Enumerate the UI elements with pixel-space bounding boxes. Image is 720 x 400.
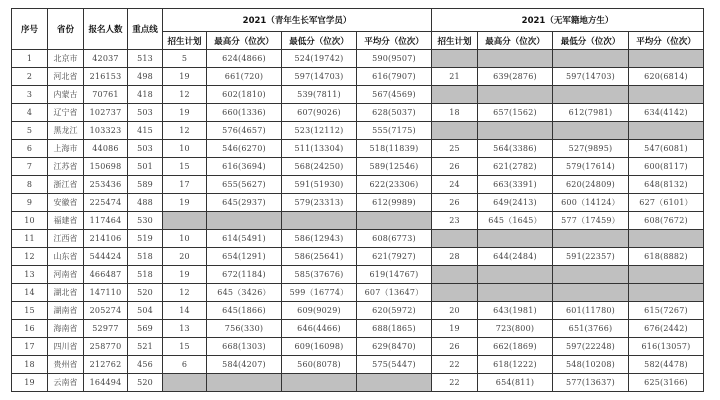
cell-g2-max: 657(1562) — [478, 104, 553, 122]
cell-key-line: 415 — [128, 122, 163, 140]
cell-g1-plan: 10 — [163, 140, 207, 158]
cell-g2-min-empty — [553, 266, 629, 284]
cell-g1-plan: 19 — [163, 68, 207, 86]
cell-g1-max: 672(1184) — [207, 266, 282, 284]
cell-index: 15 — [12, 302, 48, 320]
cell-g2-max: 643(1981) — [478, 302, 553, 320]
cell-g2-avg: 620(6814) — [629, 68, 704, 86]
cell-g1-min-empty — [282, 212, 357, 230]
header-g1-max: 最高分（位次） — [207, 32, 282, 50]
cell-index: 18 — [12, 356, 48, 374]
cell-g1-max: 614(5491) — [207, 230, 282, 248]
table-row — [12, 266, 704, 284]
cell-key-line: 418 — [128, 86, 163, 104]
cell-key-line: 589 — [128, 176, 163, 194]
cell-index: 10 — [12, 212, 48, 230]
cell-g2-plan: 26 — [432, 158, 478, 176]
table-row — [12, 50, 704, 68]
cell-g2-min-empty — [553, 230, 629, 248]
table-row — [12, 68, 704, 86]
cell-applicants: 103323 — [84, 122, 128, 140]
cell-g1-max: 584(4207) — [207, 356, 282, 374]
cell-applicants: 150698 — [84, 158, 128, 176]
cell-key-line: 503 — [128, 140, 163, 158]
cell-key-line: 501 — [128, 158, 163, 176]
cell-g2-min-empty — [553, 284, 629, 302]
table-row — [12, 356, 704, 374]
cell-g2-max-empty — [478, 266, 553, 284]
cell-g2-avg-empty — [629, 266, 704, 284]
cell-province: 福建省 — [48, 212, 84, 230]
cell-g2-plan-empty — [432, 284, 478, 302]
cell-index: 6 — [12, 140, 48, 158]
cell-province: 贵州省 — [48, 356, 84, 374]
header-g2-max: 最高分（位次） — [478, 32, 553, 50]
cell-g2-avg: 634(4142) — [629, 104, 704, 122]
cell-g1-min: 597(14703) — [282, 68, 357, 86]
cell-g2-min: 548(10208) — [553, 356, 629, 374]
cell-g1-avg: 688(1865) — [357, 320, 432, 338]
cell-g1-max: 655(5627) — [207, 176, 282, 194]
cell-g2-min: 577(13637) — [553, 374, 629, 392]
cell-index: 5 — [12, 122, 48, 140]
cell-g1-max: 576(4657) — [207, 122, 282, 140]
cell-key-line: 513 — [128, 50, 163, 68]
table-row — [12, 122, 704, 140]
cell-g1-plan: 12 — [163, 86, 207, 104]
cell-g2-plan: 21 — [432, 68, 478, 86]
cell-province: 湖北省 — [48, 284, 84, 302]
table-row — [12, 194, 704, 212]
cell-g2-plan: 26 — [432, 338, 478, 356]
cell-index: 1 — [12, 50, 48, 68]
cell-g1-min: 609(9029) — [282, 302, 357, 320]
cell-g1-avg: 608(6773) — [357, 230, 432, 248]
cell-index: 17 — [12, 338, 48, 356]
cell-key-line: 518 — [128, 266, 163, 284]
cell-g1-avg-empty — [357, 374, 432, 392]
cell-g1-plan: 15 — [163, 338, 207, 356]
cell-g1-plan: 15 — [163, 158, 207, 176]
cell-g1-avg: 612(9989) — [357, 194, 432, 212]
cell-g1-max: 645(1866) — [207, 302, 282, 320]
cell-key-line: 503 — [128, 104, 163, 122]
cell-g1-min: 609(16098) — [282, 338, 357, 356]
cell-province: 云南省 — [48, 374, 84, 392]
cell-province: 黑龙江 — [48, 122, 84, 140]
cell-g1-plan: 12 — [163, 284, 207, 302]
header-g2-plan: 招生计划 — [432, 32, 478, 50]
cell-g1-avg: 567(4569) — [357, 86, 432, 104]
cell-applicants: 216153 — [84, 68, 128, 86]
cell-key-line: 521 — [128, 338, 163, 356]
cell-g2-max-empty — [478, 230, 553, 248]
cell-g2-min: 527(9895) — [553, 140, 629, 158]
cell-g2-min: 600（14124） — [553, 194, 629, 212]
cell-g1-max: 645（3426） — [207, 284, 282, 302]
cell-g2-max: 662(1869) — [478, 338, 553, 356]
cell-applicants: 253436 — [84, 176, 128, 194]
table-row — [12, 230, 704, 248]
cell-applicants: 44086 — [84, 140, 128, 158]
cell-g1-plan-empty — [163, 374, 207, 392]
cell-g1-max: 546(6270) — [207, 140, 282, 158]
cell-g2-min: 651(3766) — [553, 320, 629, 338]
cell-key-line: 519 — [128, 230, 163, 248]
cell-g2-plan-empty — [432, 230, 478, 248]
cell-g2-avg: 582(4478) — [629, 356, 704, 374]
cell-g1-avg: 518(11839) — [357, 140, 432, 158]
header-g1-avg: 平均分（位次） — [357, 32, 432, 50]
cell-g2-max: 621(2782) — [478, 158, 553, 176]
header-g1-plan: 招生计划 — [163, 32, 207, 50]
cell-g1-avg: 621(7927) — [357, 248, 432, 266]
cell-g1-max: 624(4866) — [207, 50, 282, 68]
cell-province: 海南省 — [48, 320, 84, 338]
cell-g2-plan: 19 — [432, 320, 478, 338]
table-row — [12, 338, 704, 356]
cell-g2-avg: 616(13057) — [629, 338, 704, 356]
cell-g2-min: 591(22357) — [553, 248, 629, 266]
cell-g1-avg: 589(12546) — [357, 158, 432, 176]
cell-g2-avg: 618(8882) — [629, 248, 704, 266]
cell-applicants: 70761 — [84, 86, 128, 104]
cell-g2-plan: 23 — [432, 212, 478, 230]
cell-g1-min: 568(24250) — [282, 158, 357, 176]
cell-g1-max-empty — [207, 212, 282, 230]
cell-g1-max: 616(3694) — [207, 158, 282, 176]
cell-key-line: 518 — [128, 248, 163, 266]
header-g1-min: 最低分（位次） — [282, 32, 357, 50]
cell-g2-plan: 25 — [432, 140, 478, 158]
cell-g1-max-empty — [207, 374, 282, 392]
cell-g1-max: 756(330) — [207, 320, 282, 338]
cell-province: 辽宁省 — [48, 104, 84, 122]
header-applicants: 报名人数 — [84, 9, 128, 50]
admission-score-table — [11, 8, 704, 392]
cell-g1-avg: 619(14767) — [357, 266, 432, 284]
cell-key-line: 456 — [128, 356, 163, 374]
cell-key-line: 504 — [128, 302, 163, 320]
cell-g1-min: 586(25641) — [282, 248, 357, 266]
cell-g1-plan: 5 — [163, 50, 207, 68]
cell-g2-max: 654(811) — [478, 374, 553, 392]
cell-applicants: 214106 — [84, 230, 128, 248]
cell-g2-avg-empty — [629, 50, 704, 68]
cell-applicants: 147110 — [84, 284, 128, 302]
cell-g2-avg: 648(8132) — [629, 176, 704, 194]
table-row — [12, 158, 704, 176]
cell-g1-max: 668(1303) — [207, 338, 282, 356]
cell-g1-min: 585(37676) — [282, 266, 357, 284]
table-row — [12, 284, 704, 302]
cell-g1-plan: 17 — [163, 176, 207, 194]
cell-g2-plan: 28 — [432, 248, 478, 266]
header-index: 序号 — [12, 9, 48, 50]
cell-g2-max: 618(1222) — [478, 356, 553, 374]
cell-g1-min: 646(4466) — [282, 320, 357, 338]
cell-g1-avg: 628(5037) — [357, 104, 432, 122]
cell-g2-max: 649(2413) — [478, 194, 553, 212]
cell-province: 湖南省 — [48, 302, 84, 320]
cell-index: 14 — [12, 284, 48, 302]
cell-g2-max-empty — [478, 122, 553, 140]
cell-g1-plan: 14 — [163, 302, 207, 320]
cell-g1-min-empty — [282, 374, 357, 392]
cell-g1-plan: 12 — [163, 122, 207, 140]
cell-g1-max: 661(720) — [207, 68, 282, 86]
cell-g1-plan: 20 — [163, 248, 207, 266]
cell-index: 13 — [12, 266, 48, 284]
cell-province: 河北省 — [48, 68, 84, 86]
cell-applicants: 164494 — [84, 374, 128, 392]
cell-g1-avg: 607（13647） — [357, 284, 432, 302]
cell-g2-min-empty — [553, 122, 629, 140]
cell-g2-max-empty — [478, 50, 553, 68]
cell-index: 12 — [12, 248, 48, 266]
cell-key-line: 488 — [128, 194, 163, 212]
table-row — [12, 140, 704, 158]
cell-g2-plan: 22 — [432, 374, 478, 392]
cell-g2-max: 645（1645） — [478, 212, 553, 230]
cell-index: 3 — [12, 86, 48, 104]
cell-g1-min: 579(23313) — [282, 194, 357, 212]
cell-applicants: 42037 — [84, 50, 128, 68]
cell-g2-avg-empty — [629, 284, 704, 302]
cell-g2-plan-empty — [432, 86, 478, 104]
cell-g1-plan-empty — [163, 212, 207, 230]
cell-g1-min: 524(19742) — [282, 50, 357, 68]
cell-g1-max: 660(1336) — [207, 104, 282, 122]
cell-province: 安徽省 — [48, 194, 84, 212]
cell-g2-avg-empty — [629, 86, 704, 104]
cell-province: 山东省 — [48, 248, 84, 266]
cell-key-line: 498 — [128, 68, 163, 86]
cell-g2-min: 601(11780) — [553, 302, 629, 320]
cell-g1-plan: 19 — [163, 104, 207, 122]
table-row — [12, 248, 704, 266]
cell-applicants: 225474 — [84, 194, 128, 212]
cell-g2-plan-empty — [432, 122, 478, 140]
cell-g2-min: 597(14703) — [553, 68, 629, 86]
cell-g2-avg: 600(8117) — [629, 158, 704, 176]
cell-g2-max: 639(2876) — [478, 68, 553, 86]
cell-province: 内蒙古 — [48, 86, 84, 104]
cell-g1-plan: 13 — [163, 320, 207, 338]
cell-g1-min: 539(7811) — [282, 86, 357, 104]
header-g2-min: 最低分（位次） — [553, 32, 629, 50]
cell-applicants: 52977 — [84, 320, 128, 338]
table-body — [12, 50, 704, 392]
cell-province: 上海市 — [48, 140, 84, 158]
cell-g2-plan: 24 — [432, 176, 478, 194]
cell-applicants: 102737 — [84, 104, 128, 122]
cell-g1-avg: 575(5447) — [357, 356, 432, 374]
cell-g2-plan: 18 — [432, 104, 478, 122]
table-row — [12, 374, 704, 392]
header-group-cadet: 2021（青年生长军官学员） — [163, 9, 432, 32]
cell-g2-min: 577（17459） — [553, 212, 629, 230]
cell-g1-avg: 622(23306) — [357, 176, 432, 194]
cell-g2-max-empty — [478, 86, 553, 104]
cell-applicants: 258770 — [84, 338, 128, 356]
cell-g2-max-empty — [478, 284, 553, 302]
cell-province: 北京市 — [48, 50, 84, 68]
cell-g2-avg: 625(3166) — [629, 374, 704, 392]
cell-g1-max: 654(1291) — [207, 248, 282, 266]
header-g2-avg: 平均分（位次） — [629, 32, 704, 50]
cell-index: 9 — [12, 194, 48, 212]
cell-g1-plan: 19 — [163, 194, 207, 212]
cell-key-line: 520 — [128, 374, 163, 392]
cell-key-line: 569 — [128, 320, 163, 338]
table-row — [12, 104, 704, 122]
header-key-line: 重点线 — [128, 9, 163, 50]
cell-g2-avg: 627（6101） — [629, 194, 704, 212]
table-row — [12, 212, 704, 230]
cell-g2-avg: 608(7672) — [629, 212, 704, 230]
cell-g1-min: 560(8078) — [282, 356, 357, 374]
cell-applicants: 544424 — [84, 248, 128, 266]
table-row — [12, 86, 704, 104]
cell-g1-plan: 6 — [163, 356, 207, 374]
cell-index: 2 — [12, 68, 48, 86]
cell-g1-avg: 616(7907) — [357, 68, 432, 86]
cell-g1-min: 523(12112) — [282, 122, 357, 140]
cell-g2-plan-empty — [432, 266, 478, 284]
cell-g1-avg: 620(5972) — [357, 302, 432, 320]
cell-g1-avg: 555(7175) — [357, 122, 432, 140]
cell-province: 江苏省 — [48, 158, 84, 176]
cell-index: 19 — [12, 374, 48, 392]
header-province: 省份 — [48, 9, 84, 50]
cell-g2-plan-empty — [432, 50, 478, 68]
cell-province: 四川省 — [48, 338, 84, 356]
cell-index: 11 — [12, 230, 48, 248]
cell-g1-avg: 590(9507) — [357, 50, 432, 68]
cell-g1-min: 607(9026) — [282, 104, 357, 122]
cell-index: 4 — [12, 104, 48, 122]
cell-index: 8 — [12, 176, 48, 194]
cell-g1-min: 586(12943) — [282, 230, 357, 248]
table-row — [12, 302, 704, 320]
cell-g2-avg: 547(6081) — [629, 140, 704, 158]
cell-g2-min: 620(24809) — [553, 176, 629, 194]
cell-g1-avg-empty — [357, 212, 432, 230]
cell-g2-avg-empty — [629, 122, 704, 140]
score-table-container — [11, 8, 704, 392]
cell-applicants: 212762 — [84, 356, 128, 374]
cell-g2-max: 564(3386) — [478, 140, 553, 158]
cell-province: 江西省 — [48, 230, 84, 248]
cell-g1-max: 602(1810) — [207, 86, 282, 104]
cell-province: 浙江省 — [48, 176, 84, 194]
cell-key-line: 530 — [128, 212, 163, 230]
cell-index: 16 — [12, 320, 48, 338]
cell-g2-avg: 676(2442) — [629, 320, 704, 338]
table-row — [12, 176, 704, 194]
cell-applicants: 117464 — [84, 212, 128, 230]
cell-g1-min: 591(51930) — [282, 176, 357, 194]
cell-g2-min: 597(22248) — [553, 338, 629, 356]
cell-g2-max: 723(800) — [478, 320, 553, 338]
cell-g2-max: 663(3391) — [478, 176, 553, 194]
header-group-civilian: 2021（无军籍地方生） — [432, 9, 704, 32]
cell-g1-min: 511(13304) — [282, 140, 357, 158]
cell-g1-max: 645(2937) — [207, 194, 282, 212]
cell-g2-avg-empty — [629, 230, 704, 248]
cell-index: 7 — [12, 158, 48, 176]
table-row — [12, 320, 704, 338]
cell-g2-min: 579(17614) — [553, 158, 629, 176]
cell-province: 河南省 — [48, 266, 84, 284]
cell-g1-plan: 19 — [163, 266, 207, 284]
cell-g2-plan: 26 — [432, 194, 478, 212]
cell-g2-plan: 20 — [432, 302, 478, 320]
cell-g1-plan: 10 — [163, 230, 207, 248]
cell-applicants: 205274 — [84, 302, 128, 320]
cell-g1-min: 599（16774） — [282, 284, 357, 302]
cell-g2-plan: 22 — [432, 356, 478, 374]
cell-key-line: 520 — [128, 284, 163, 302]
cell-applicants: 466487 — [84, 266, 128, 284]
cell-g2-min-empty — [553, 50, 629, 68]
cell-g2-max: 644(2484) — [478, 248, 553, 266]
cell-g2-avg: 615(7267) — [629, 302, 704, 320]
cell-g1-avg: 629(8470) — [357, 338, 432, 356]
cell-g2-min: 612(7981) — [553, 104, 629, 122]
cell-g2-min-empty — [553, 86, 629, 104]
